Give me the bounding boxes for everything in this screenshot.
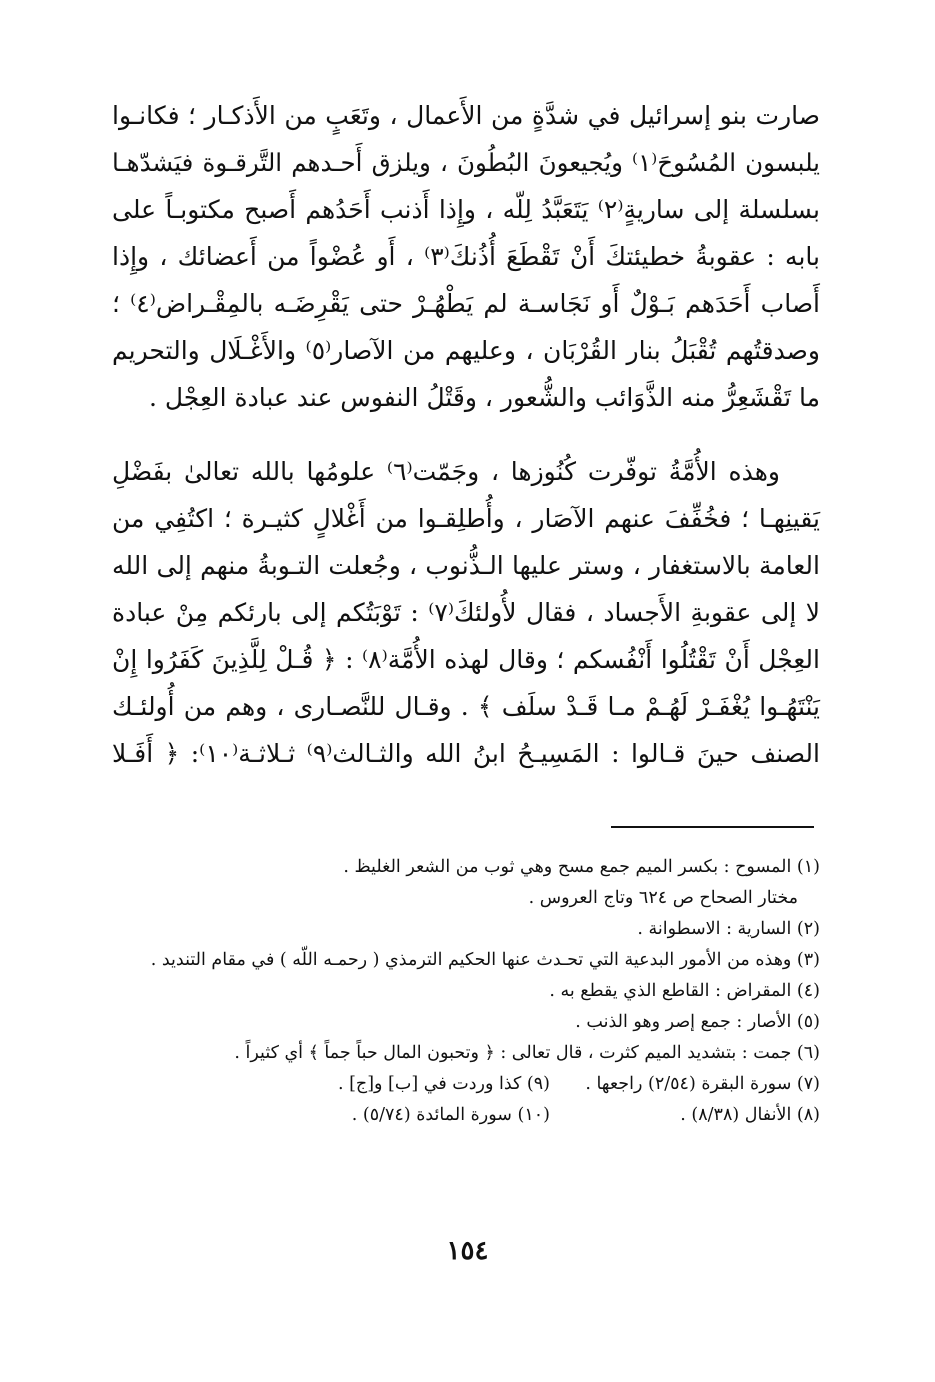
footnote-1: (١) المسوح : بكسر الميم جمع مسح وهي ثوب من الشعر الغليظ .	[343, 857, 820, 877]
text-line: يَنْتَهُـوا يُغْفَـرْ لَهُـمْ مـا قَـدْ سلَف ﴾ . وقـال للنَّصـارى ، وهم من أُولئـك	[112, 692, 820, 721]
text-line: العِجْل أَنْ تَقْتُلُوا أَنْفُسكم ؛ وقال لهذه الأُمَّة⁽٨⁾ : ﴿ قُـلْ لِلَّذِينَ كَفَرُوا إِنْ	[112, 645, 820, 674]
text-line: العامة بالاستغفار ، وستر عليها الـذُّنوب ، وجُعلت التـوبةُ منهم إلى الله	[112, 551, 820, 580]
paragraph-1	[112, 92, 820, 421]
footnote-1-continued: مختار الصحاح ص ٦٢٤ وتاج العروس .	[528, 888, 798, 908]
main-text	[112, 92, 820, 777]
text-line: وهذه الأُمَّةُ توفّرت كُنُوزها ، وجَمّت⁽٦⁾ علومُها بالله تعالىٰ بفَضْلِ	[112, 457, 780, 486]
footnote-row	[130, 1069, 820, 1100]
footnotes	[130, 852, 820, 1131]
footnote-2: (٢) السارية : الاسطوانة .	[637, 919, 820, 939]
text-line: ما تَقْشَعِرُّ منه الذَّوَائب والشُّعور ، وقَتْلُ النفوس عند عبادة العِجْل .	[148, 383, 820, 412]
text-line: يلبسون المُسُوحَ⁽١⁾ ويُجيعونَ البُطُونَ ، ويلزق أَحـدهم التَّرقـوة فيَشدّهـا	[112, 148, 820, 177]
footnote-6: (٦) جمت : بتشديد الميم كثرت ، قال تعالى : ﴿ وتحبون المال حباً جماً ﴾ أي كثيراً .	[234, 1043, 820, 1063]
text-line: الصنف حينَ قـالوا : المَسِيـحُ ابنُ الله والثـالث⁽٩⁾ ثـلاثـة⁽١٠⁾: ﴿ أَفَـلا	[112, 739, 820, 768]
paragraph-2	[112, 448, 820, 777]
text-line: أَصاب أَحَدَهم بَـوْلٌ أَو نَجَاسـة لم يَطْهُـرْ حتى يَقْرِضَـه بالمِقْـراض⁽٤⁾ ؛	[112, 289, 820, 318]
footnote-7: (٧) سورة البقرة (٢/٥٤) راجعها .	[585, 1074, 820, 1094]
footnote-9: (٩) كذا وردت في [ب] و[ج] .	[337, 1074, 550, 1094]
footnote-separator	[611, 826, 814, 828]
footnote-3: (٣) وهذه من الأمور البدعية التي تحـدث عنها الحكيم الترمذي ( رحمـه اللّه ) في مقام التنديد .	[150, 950, 820, 970]
text-line: يَقينِهـا ؛ فخُفِّفَ عنهم الآصَار ، وأُطلِقـوا من أَغْلالٍ كثيـرة ؛ اكتُفِي من	[112, 504, 820, 533]
footnote-10: (١٠) سورة المائدة (٥/٧٤) .	[351, 1105, 550, 1125]
text-line: لا إلى عقوبةِ الأَجساد ، فقال لأُولئكَ⁽٧⁾ : تَوْبَتُكم إلى بارئكم مِنْ عبادة	[112, 598, 820, 627]
text-line: وصدقتُهم تُقْبَلُ بنار القُرْبَان ، وعليهم من الآصار⁽٥⁾ والأَغْـلَال والتحريم	[112, 336, 820, 365]
footnote-5: (٥) الأصار : جمع إصر وهو الذنب .	[575, 1012, 820, 1032]
text-line: بسلسلة إلى ساريةٍ⁽٢⁾ يَتَعَبَّدُ لِلّه ، وإِذا أَذنب أَحَدُهم أَصبح مكتوبـاً على	[112, 195, 820, 224]
text-line: بابه : عقوبةُ خطيئتكَ أَنْ تَقْطَعَ أُذُنكَ⁽٣⁾ ، أَو عُضْواً من أَعضائك ، وإِذا	[112, 242, 820, 271]
footnote-row	[130, 1100, 820, 1131]
page-number: ١٥٤	[446, 1236, 489, 1266]
text-line: صارت بنو إسرائيل في شدَّةٍ من الأَعمال ، وتَعَبٍ من الأَذكـار ؛ فكانـوا	[112, 101, 820, 130]
footnote-4: (٤) المقراض : القاطع الذي يقطع به .	[549, 981, 820, 1001]
footnote-8: (٨) الأنفال (٨/٣٨) .	[680, 1105, 820, 1125]
